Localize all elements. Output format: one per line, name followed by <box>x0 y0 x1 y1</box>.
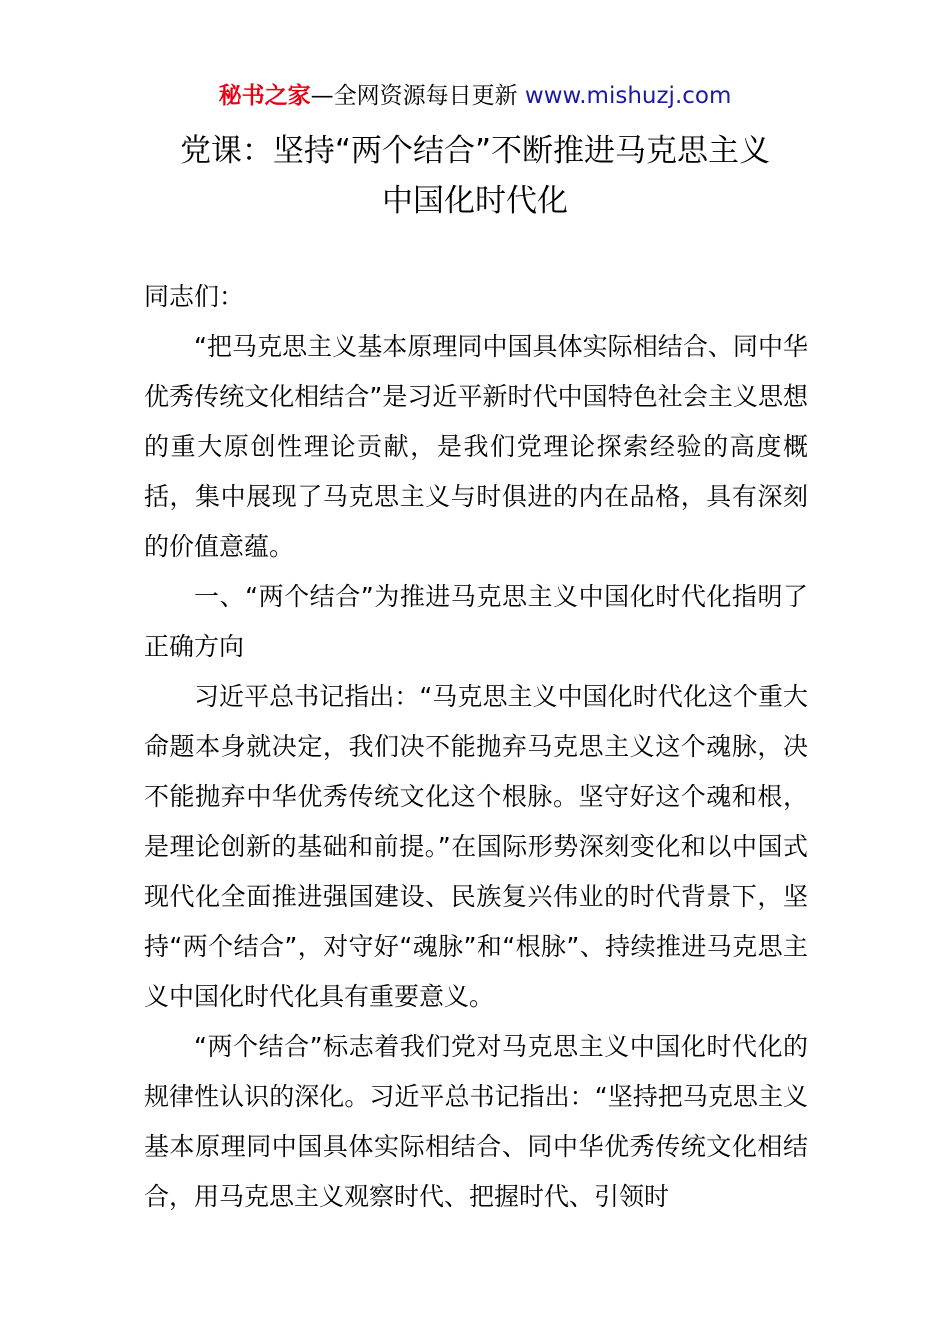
document-body <box>144 272 808 1222</box>
paragraph-intro: “把马克思主义基本原理同中国具体实际相结合、同中华优秀传统文化相结合”是习近平新时代中国特色社会主义思想的重大原创性理论贡献，是我们党理论探索经验的高度概括，集中展现了马克思主义与时俱进的内在品格，具有深刻的价值意蕴。 <box>144 332 808 561</box>
section-heading-1: 一、“两个结合”为推进马克思主义中国化时代化指明了正确方向 <box>144 582 808 661</box>
site-url-link[interactable]: www.mishuzj.com <box>524 83 732 109</box>
salutation: 同志们： <box>144 282 245 311</box>
title-line-2: 中国化时代化 <box>382 183 568 219</box>
paragraph-continued: “两个结合”标志着我们党对马克思主义中国化时代化的规律性认识的深化。习近平总书记指出：“坚持把马克思主义基本原理同中国具体实际相结合、同中华优秀传统文化相结合，用马克思主义观察时代、把握时代、引领时 <box>144 1032 808 1211</box>
site-tagline: —全网资源每日更新 <box>310 83 525 109</box>
site-brand: 秘书之家 <box>218 83 311 109</box>
paragraph-quote: 习近平总书记指出：“马克思主义中国化时代化这个重大命题本身就决定，我们决不能抛弃马克思主义这个魂脉，决不能抛弃中华优秀传统文化这个根脉。坚守好这个魂和根，是理论创新的基础和前提。”在国际形势深刻变化和以中国式现代化全面推进强国建设、民族复兴伟业的时代背景下，坚持“两个结合”，对守好“魂脉”和“根脉”、持续推进马克思主义中国化时代化具有重要意义。 <box>144 682 808 1011</box>
title-line-1: 党课：坚持“两个结合”不断推进马克思主义 <box>179 133 771 169</box>
document-title <box>100 126 850 226</box>
site-header <box>0 80 950 112</box>
